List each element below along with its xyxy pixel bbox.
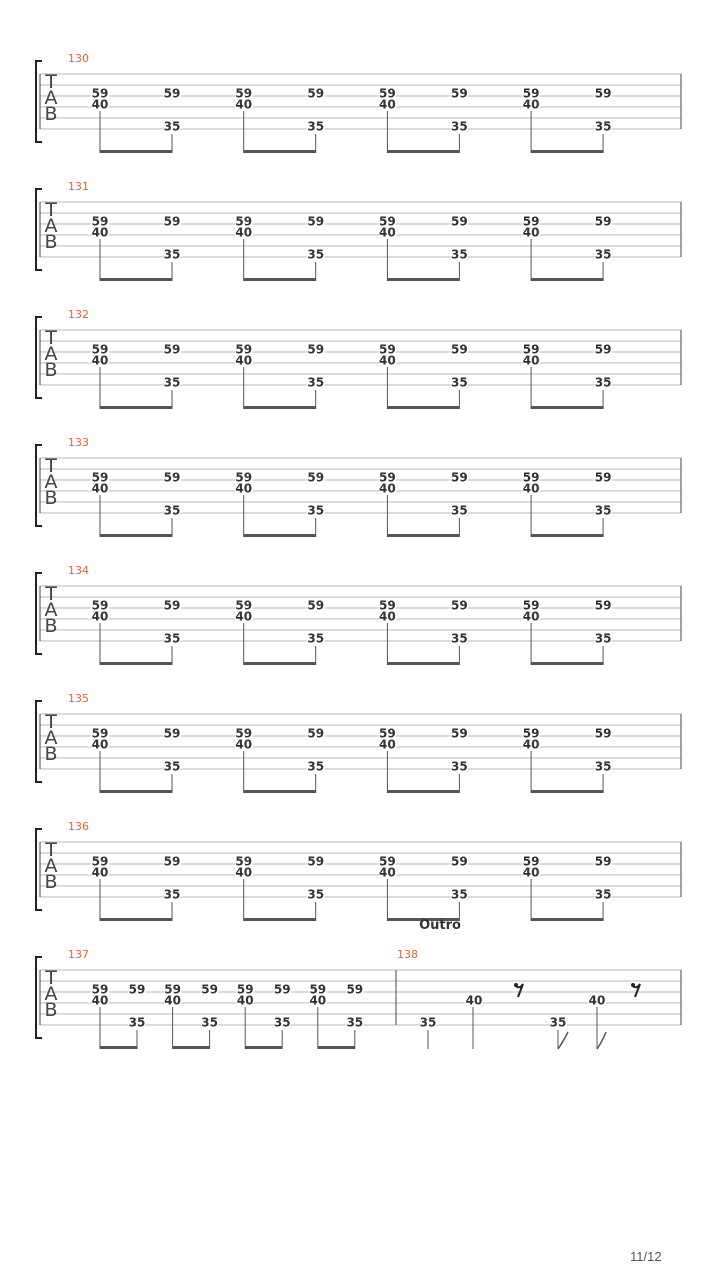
note-beam — [244, 790, 316, 793]
fret-number: 40 — [91, 353, 109, 368]
tab-clef-letter: T — [45, 711, 57, 733]
fret-number: 35 — [451, 887, 468, 902]
fret-number: 59 — [235, 214, 253, 229]
section-marker: Outro — [419, 918, 461, 933]
tab-clef — [44, 199, 57, 253]
measure-number: 132 — [68, 308, 89, 321]
fret-number: 59 — [307, 726, 325, 741]
tab-clef-letter: A — [44, 727, 58, 749]
fret-number: 59 — [163, 470, 181, 485]
fret-number: 59 — [522, 342, 540, 357]
fret-number: 59 — [594, 726, 612, 741]
fret-number: 59 — [235, 726, 253, 741]
fret-number: 40 — [91, 225, 109, 240]
fret-number: 59 — [379, 598, 396, 613]
fret-number: 59 — [522, 86, 540, 101]
fret-number: 59 — [379, 470, 396, 485]
fret-number: 40 — [235, 609, 253, 624]
fret-number: 35 — [451, 759, 468, 774]
fret-number: 35 — [163, 375, 181, 390]
note-beam — [244, 150, 316, 153]
fret-number: 59 — [379, 342, 396, 357]
fret-number: 40 — [379, 865, 396, 880]
system-bracket — [36, 957, 42, 1038]
system-bracket — [36, 573, 42, 654]
fret-number: 35 — [346, 1015, 364, 1030]
fret-number: 59 — [522, 854, 540, 869]
fret-number: 59 — [91, 342, 109, 357]
fret-number: 35 — [594, 759, 612, 774]
fret-number: 59 — [451, 598, 468, 613]
fret-number: 59 — [201, 982, 218, 997]
fret-number: 40 — [379, 97, 396, 112]
tab-clef-letter: A — [44, 87, 58, 109]
rest-dot — [514, 983, 518, 987]
fret-number: 40 — [522, 225, 540, 240]
rest-dot — [631, 983, 635, 987]
fret-number: 59 — [594, 86, 612, 101]
fret-number: 35 — [594, 887, 612, 902]
tab-clef-letter: B — [44, 743, 58, 765]
note-beam — [531, 662, 603, 665]
note-beam — [244, 534, 316, 537]
fret-number: 35 — [163, 759, 181, 774]
fret-number: 40 — [235, 865, 253, 880]
measure — [68, 948, 363, 1049]
fret-number: 40 — [164, 993, 181, 1008]
fret-number: 40 — [465, 993, 483, 1008]
measure — [396, 918, 640, 1049]
fret-number: 35 — [307, 503, 325, 518]
fret-number: 35 — [594, 503, 612, 518]
fret-number: 35 — [451, 631, 468, 646]
fret-number: 59 — [163, 726, 181, 741]
measure-number: 134 — [68, 564, 89, 577]
fret-number: 35 — [201, 1015, 218, 1030]
fret-number: 40 — [91, 481, 109, 496]
fret-number: 59 — [346, 982, 364, 997]
fret-number: 40 — [91, 609, 109, 624]
fret-number: 59 — [594, 854, 612, 869]
fret-number: 59 — [128, 982, 146, 997]
tab-clef — [44, 455, 57, 509]
outro-notes — [419, 983, 640, 1049]
tab-clef — [44, 71, 57, 125]
fret-number: 59 — [307, 342, 325, 357]
fret-number: 40 — [235, 97, 253, 112]
fret-number: 40 — [522, 865, 540, 880]
fret-number: 59 — [91, 598, 109, 613]
note-beam — [100, 150, 172, 153]
tab-system — [36, 308, 681, 409]
system-bracket — [36, 701, 42, 782]
fret-number: 40 — [379, 737, 396, 752]
note-flag — [558, 1032, 568, 1049]
fret-number: 59 — [163, 854, 181, 869]
fret-number: 59 — [307, 214, 325, 229]
tab-clef-letter: A — [44, 471, 58, 493]
fret-number: 59 — [164, 982, 181, 997]
fret-number: 59 — [273, 982, 291, 997]
fret-number: 59 — [522, 726, 540, 741]
note-beam — [531, 534, 603, 537]
fret-number: 59 — [451, 214, 468, 229]
fret-number: 40 — [236, 993, 254, 1008]
fret-number: 40 — [309, 993, 327, 1008]
system-bracket — [36, 189, 42, 270]
fret-number: 40 — [379, 609, 396, 624]
fret-number: 35 — [307, 887, 325, 902]
note-beam — [531, 406, 603, 409]
note-beam — [244, 278, 316, 281]
note-beam — [387, 406, 459, 409]
note-beam — [100, 534, 172, 537]
fret-number: 59 — [379, 86, 396, 101]
fret-number: 59 — [163, 598, 181, 613]
tab-clef-letter: T — [45, 967, 57, 989]
fret-number: 35 — [163, 887, 181, 902]
tab-clef — [44, 967, 57, 1021]
note-beam — [387, 534, 459, 537]
fret-number: 35 — [451, 119, 468, 134]
tab-clef-letter: A — [44, 855, 58, 877]
fret-number: 40 — [235, 353, 253, 368]
fret-number: 59 — [235, 342, 253, 357]
measure-number: 133 — [68, 436, 89, 449]
tab-clef-letter: T — [45, 71, 57, 93]
note-beam — [100, 406, 172, 409]
measure-number: 137 — [68, 948, 89, 961]
measure — [68, 308, 612, 409]
fret-number: 35 — [594, 119, 612, 134]
note-beam — [531, 150, 603, 153]
fret-number: 35 — [163, 631, 181, 646]
fret-number: 59 — [379, 214, 396, 229]
fret-number: 59 — [594, 598, 612, 613]
note-beam — [244, 918, 316, 921]
measure — [68, 692, 612, 793]
fret-number: 40 — [588, 993, 606, 1008]
system-bracket — [36, 445, 42, 526]
fret-number: 35 — [451, 247, 468, 262]
fret-number: 59 — [235, 854, 253, 869]
page-number: 11/12 — [630, 1249, 662, 1264]
fret-number: 59 — [522, 214, 540, 229]
fret-number: 40 — [379, 225, 396, 240]
note-beam — [531, 918, 603, 921]
note-beam — [244, 406, 316, 409]
fret-number: 59 — [91, 982, 109, 997]
fret-number: 59 — [91, 854, 109, 869]
fret-number: 59 — [451, 470, 468, 485]
tab-clef-letter: T — [45, 455, 57, 477]
system-bracket — [36, 317, 42, 398]
fret-number: 59 — [451, 854, 468, 869]
fret-number: 59 — [163, 342, 181, 357]
tab-system — [36, 692, 681, 793]
note-beam — [100, 790, 172, 793]
fret-number: 40 — [379, 481, 396, 496]
tab-clef — [44, 839, 57, 893]
fret-number: 40 — [522, 481, 540, 496]
note-beam — [100, 662, 172, 665]
fret-number: 35 — [307, 119, 325, 134]
fret-number: 35 — [419, 1015, 437, 1030]
note-beam — [173, 1046, 210, 1049]
tab-clef-letter: T — [45, 583, 57, 605]
measure-number: 136 — [68, 820, 89, 833]
fret-number: 59 — [522, 470, 540, 485]
fret-number: 59 — [307, 470, 325, 485]
measure — [68, 180, 612, 281]
measure-number: 138 — [397, 948, 418, 961]
fret-number: 35 — [307, 631, 325, 646]
fret-number: 40 — [235, 481, 253, 496]
fret-number: 59 — [309, 982, 327, 997]
tab-clef-letter: A — [44, 343, 58, 365]
measure — [68, 52, 612, 153]
fret-number: 40 — [522, 353, 540, 368]
fret-number: 59 — [594, 214, 612, 229]
fret-number: 35 — [307, 375, 325, 390]
fret-number: 59 — [235, 598, 253, 613]
fret-number: 40 — [235, 225, 253, 240]
fret-number: 59 — [163, 86, 181, 101]
note-beam — [387, 790, 459, 793]
fret-number: 40 — [235, 737, 253, 752]
fret-number: 35 — [163, 247, 181, 262]
measure-number: 135 — [68, 692, 89, 705]
note-flag — [597, 1032, 606, 1049]
note-beam — [100, 1046, 137, 1049]
fret-number: 59 — [522, 598, 540, 613]
fret-number: 59 — [594, 342, 612, 357]
fret-number: 35 — [451, 503, 468, 518]
fret-number: 40 — [91, 865, 109, 880]
fret-number: 59 — [307, 86, 325, 101]
fret-number: 35 — [594, 631, 612, 646]
fret-number: 59 — [451, 342, 468, 357]
tab-clef-letter: B — [44, 615, 58, 637]
note-beam — [387, 662, 459, 665]
fret-number: 35 — [451, 375, 468, 390]
fret-number: 40 — [91, 737, 109, 752]
fret-number: 35 — [549, 1015, 567, 1030]
fret-number: 35 — [163, 503, 181, 518]
fret-number: 59 — [91, 470, 109, 485]
note-beam — [100, 918, 172, 921]
fret-number: 59 — [451, 86, 468, 101]
note-beam — [244, 662, 316, 665]
note-beam — [318, 1046, 355, 1049]
tab-clef-letter: A — [44, 215, 58, 237]
tab-system — [36, 180, 681, 281]
note-beam — [245, 1046, 282, 1049]
tab-clef-letter: B — [44, 103, 58, 125]
measure-number: 130 — [68, 52, 89, 65]
fret-number: 40 — [522, 97, 540, 112]
tab-clef — [44, 327, 57, 381]
tab-clef-letter: A — [44, 599, 58, 621]
fret-number: 59 — [307, 598, 325, 613]
measure — [68, 436, 612, 537]
tab-system — [36, 436, 681, 537]
note-beam — [100, 278, 172, 281]
system-bracket — [36, 61, 42, 142]
fret-number: 59 — [235, 86, 253, 101]
fret-number: 59 — [236, 982, 254, 997]
tab-clef-letter: T — [45, 199, 57, 221]
fret-number: 35 — [307, 247, 325, 262]
note-beam — [531, 790, 603, 793]
tab-system — [36, 820, 681, 921]
fret-number: 59 — [451, 726, 468, 741]
fret-number: 35 — [163, 119, 181, 134]
fret-number: 40 — [91, 993, 109, 1008]
fret-number: 35 — [273, 1015, 291, 1030]
measure — [68, 564, 612, 665]
note-beam — [387, 278, 459, 281]
tab-clef-letter: B — [44, 487, 58, 509]
fret-number: 59 — [379, 854, 396, 869]
fret-number: 59 — [163, 214, 181, 229]
fret-number: 59 — [91, 214, 109, 229]
fret-number: 59 — [235, 470, 253, 485]
fret-number: 59 — [594, 470, 612, 485]
tab-clef-letter: B — [44, 871, 58, 893]
note-beam — [531, 278, 603, 281]
tab-system — [36, 52, 681, 153]
fret-number: 35 — [594, 247, 612, 262]
fret-number: 59 — [91, 86, 109, 101]
tab-clef-letter: T — [45, 839, 57, 861]
measure-number: 131 — [68, 180, 89, 193]
fret-number: 40 — [522, 609, 540, 624]
fret-number: 35 — [594, 375, 612, 390]
fret-number: 40 — [91, 97, 109, 112]
tab-clef — [44, 711, 57, 765]
tab-system — [36, 564, 681, 665]
fret-number: 59 — [91, 726, 109, 741]
tab-clef-letter: T — [45, 327, 57, 349]
fret-number: 40 — [379, 353, 396, 368]
system-bracket — [36, 829, 42, 910]
fret-number: 35 — [128, 1015, 146, 1030]
tab-clef-letter: B — [44, 231, 58, 253]
tab-clef-letter: B — [44, 999, 58, 1021]
fret-number: 40 — [522, 737, 540, 752]
fret-number: 59 — [379, 726, 396, 741]
tab-clef-letter: B — [44, 359, 58, 381]
tab-clef — [44, 583, 57, 637]
measure — [68, 820, 612, 921]
note-beam — [387, 150, 459, 153]
tab-clef-letter: A — [44, 983, 58, 1005]
tab-system — [36, 918, 681, 1049]
fret-number: 59 — [307, 854, 325, 869]
fret-number: 35 — [307, 759, 325, 774]
